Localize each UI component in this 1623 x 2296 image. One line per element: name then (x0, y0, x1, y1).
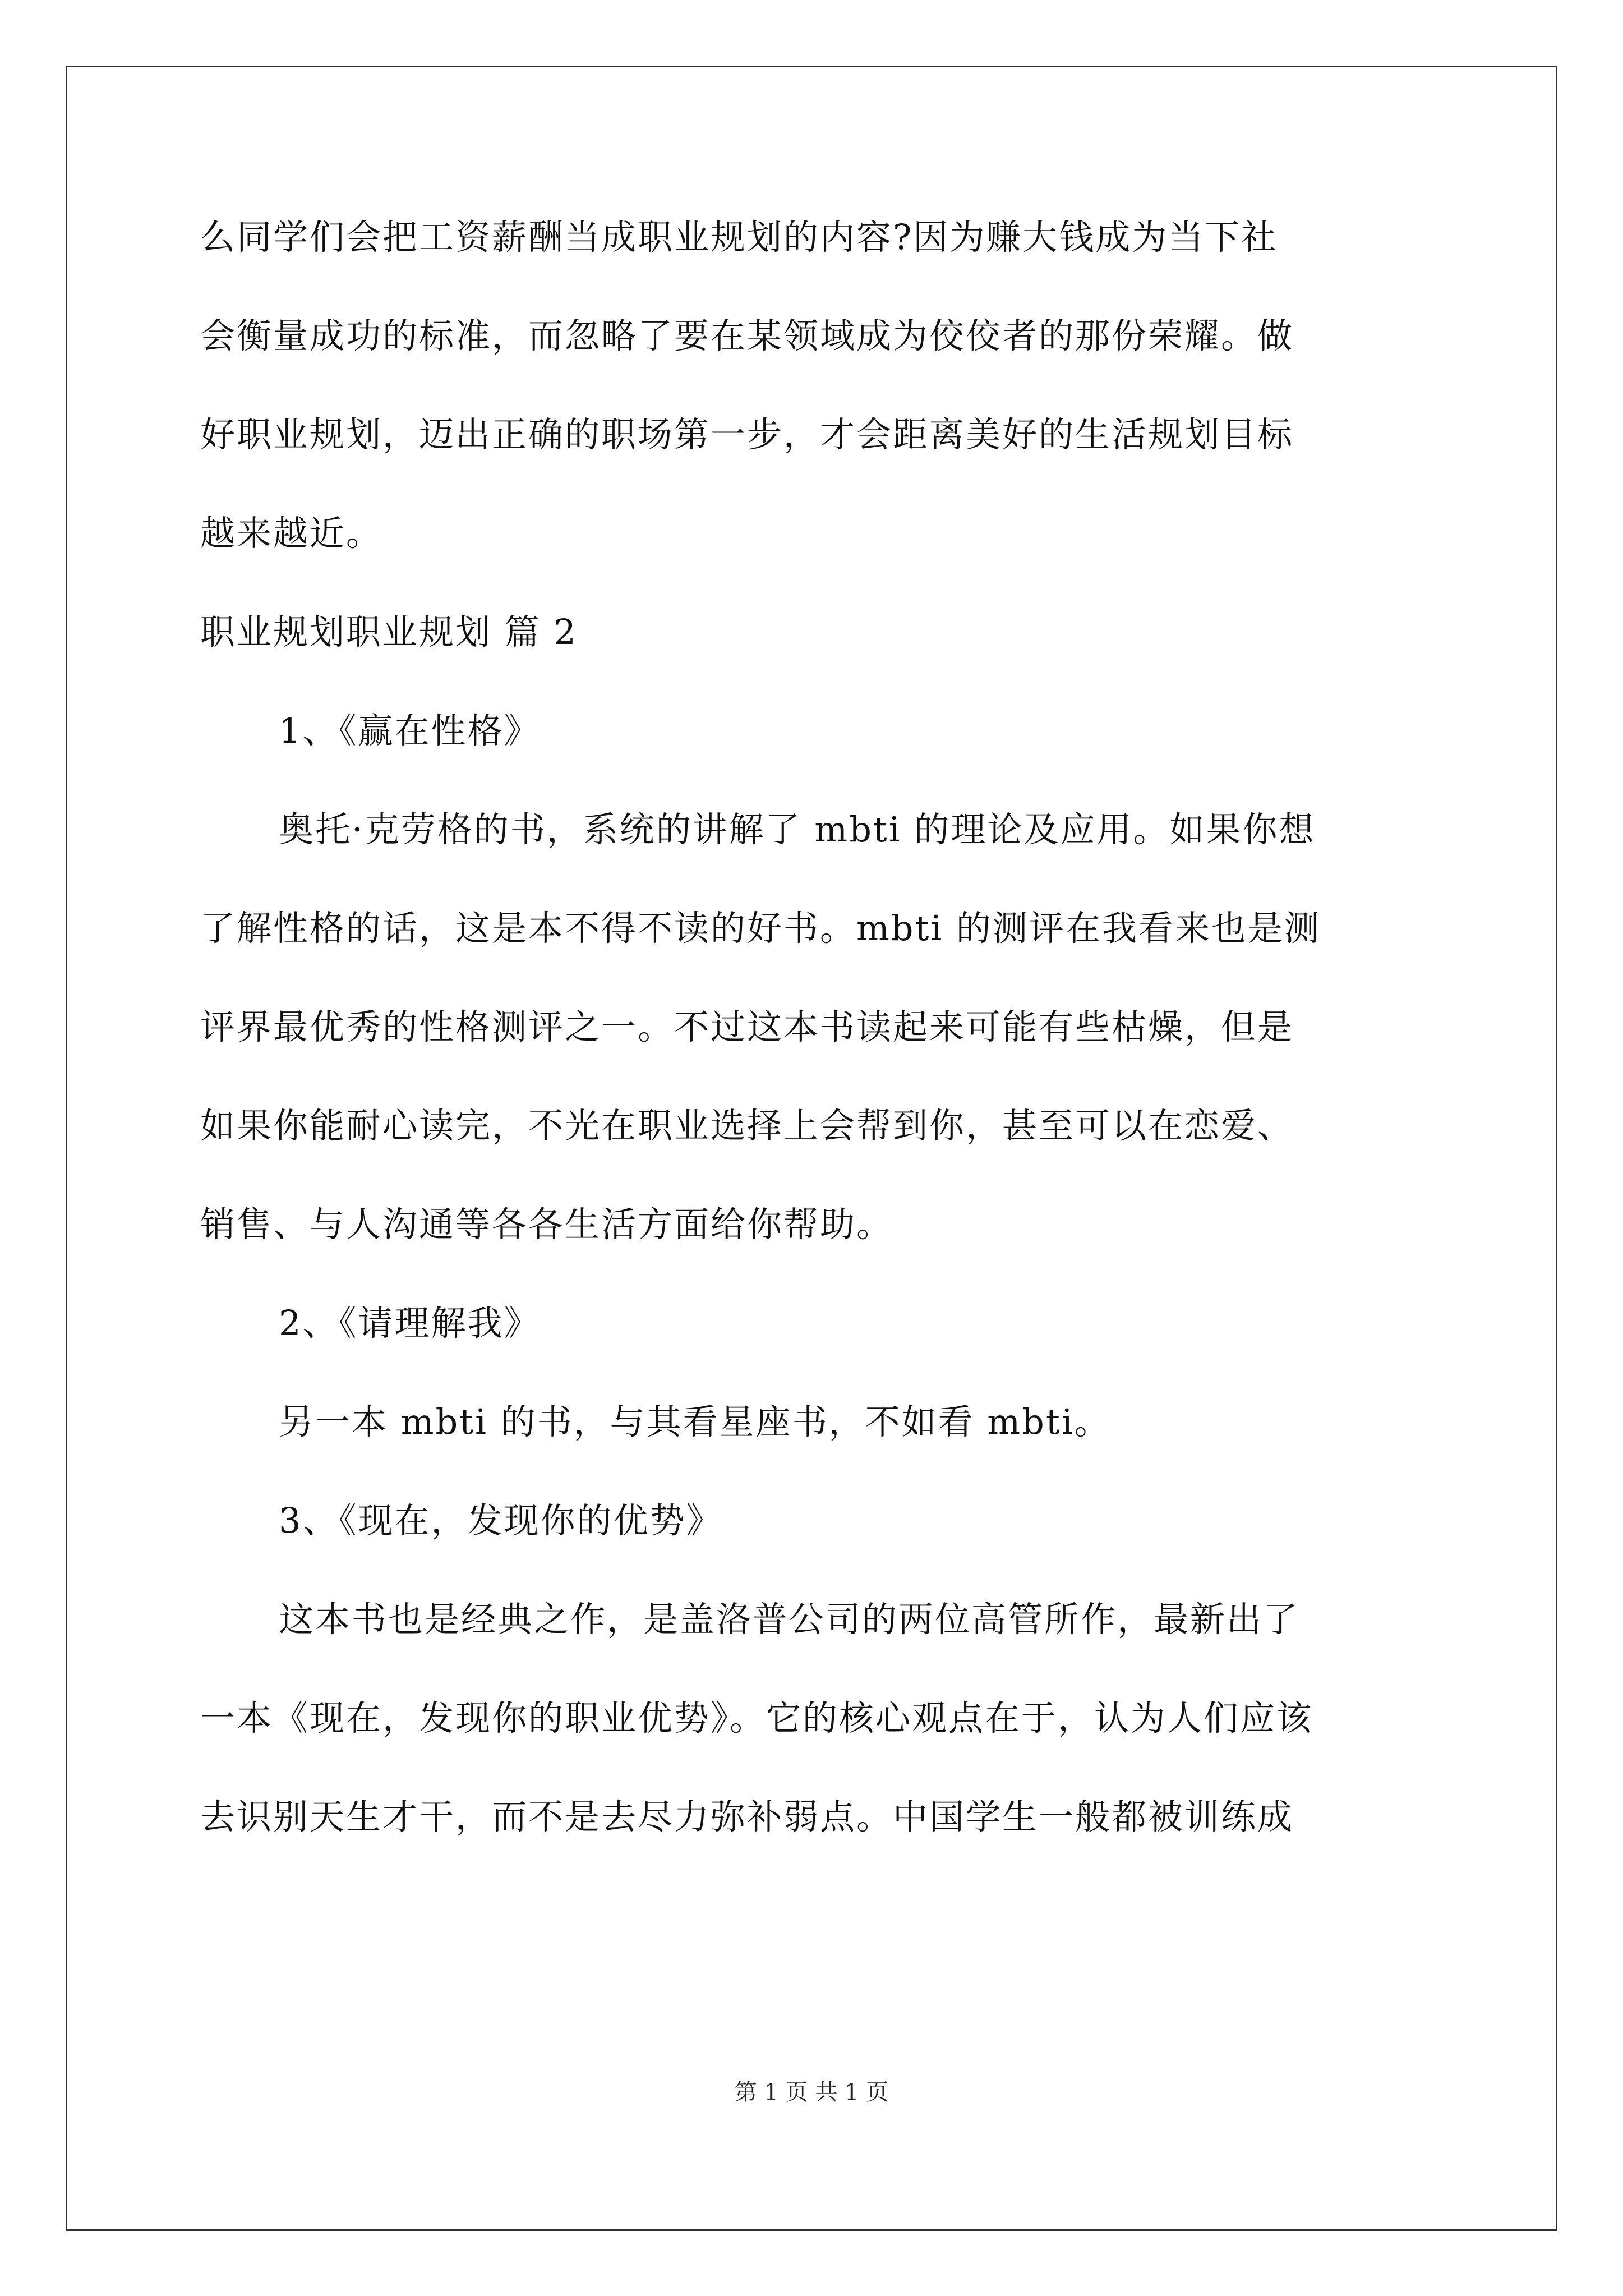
text-line: 了解性格的话，这是本不得不读的好书。mbti 的测评在我看来也是测 (200, 908, 1321, 949)
text-line: 么同学们会把工资薪酬当成职业规划的内容?因为赚大钱成为当下社 (200, 217, 1278, 257)
text-line: 越来越近。 (200, 513, 383, 554)
text-line: 去识别天生才干，而不是去尽力弥补弱点。中国学生一般都被训练成 (200, 1796, 1294, 1837)
text-line: 评界最优秀的性格测评之一。不过这本书读起来可能有些枯燥，但是 (200, 1006, 1294, 1047)
text-line: 销售、与人沟通等各各生活方面给你帮助。 (200, 1204, 893, 1245)
document-body (200, 217, 1428, 1898)
page-number-footer: 第 1 页 共 1 页 (734, 2079, 889, 2105)
text-line: 如果你能耐心读完，不光在职业选择上会帮到你，甚至可以在恋爱、 (200, 1105, 1294, 1146)
text-line: 好职业规划，迈出正确的职场第一步，才会距离美好的生活规划目标 (200, 414, 1294, 455)
book-title-2: 2、《请理解我》 (279, 1303, 541, 1343)
section-heading: 职业规划职业规划 篇 2 (200, 611, 578, 652)
text-line: 另一本 mbti 的书，与其看星座书，不如看 mbti。 (279, 1401, 1111, 1442)
text-line: 这本书也是经典之作，是盖洛普公司的两位高管所作，最新出了 (279, 1599, 1300, 1640)
text-line: 会衡量成功的标准，而忽略了要在某领域成为佼佼者的那份荣耀。做 (200, 315, 1294, 356)
book-title-1: 1、《赢在性格》 (279, 710, 541, 751)
text-line: 奥托·克劳格的书，系统的讲解了 mbti 的理论及应用。如果你想 (279, 809, 1316, 850)
text-line: 一本《现在，发现你的职业优势》。它的核心观点在于，认为人们应该 (200, 1697, 1313, 1738)
book-title-3: 3、《现在，发现你的优势》 (279, 1500, 723, 1541)
